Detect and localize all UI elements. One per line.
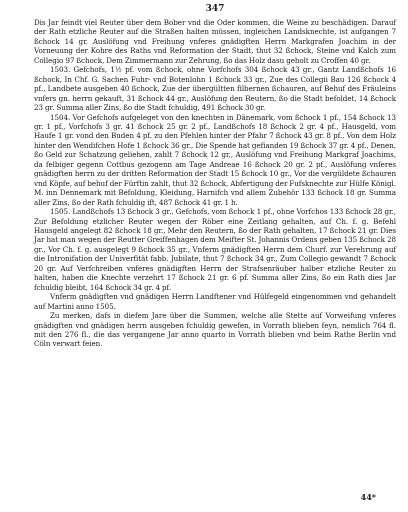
paragraph-1504: 1504. Vor Gefchofs aufgeleget von den knechten in Dänemark, vom ßchock 1 pf., 154 ßchock 13 gr. 1 pf., Vorfchofs 3 gr. 41 ßchock 25 gr. 2 pf., Landßchofs 18 ßchock 2 gr. 4 pf., Hausgeld, vom Haufe 1 gr. vond den Buden 4 pf. zu den Pfehlen hinter der Pfahr 7 ßchock 43 gr. 8 pf., Von dem Holz hinter den Wendifchen Hofe 1 ßchock 36 gr., Die Spende hat gefianden 19 ßchock 37 gr. 4 pf., Denen, ßo Geld zur Schatzung geliehen, zahlt 7 ßchock 12 gr., Auslöfung vnd Freihung Markgraf Joachims, da felbiger gegenn Cottbus gezogenn am Tage Andreae 16 ßchock 20 gr. 2 pf., Auslöfung vnferes gnädigften herrn zu der dritten Reformation der Stadt 15 ßchock 10 gr., Vor die vergüldete ßchauren vnd Köpfe, auf behuf der Fürftin zahlt, thut 32 ßchock, Abfertigung der Fufsknechte zur Hülfe Königl. M. inn Dennemark mit Befoldung, Kleidung, Harnifch vnd allem Zubehör 133 ßchock 18 gr. Summa aller Zins, ßo der Rath fchuldig ift, 487 ßchock 41 gr. 1 h. <box>34 112 397 207</box>
paragraph-landsteuer: Vnferm gnädigften vnd gnädigen Herrn Landftener vnd Hülfegeld eingenommen vnd gehandelt auf Martini anno 1505. <box>34 292 396 311</box>
paragraph-1505: 1505. Landßchofs 13 ßchock 3 gr., Gefchofs, vom ßchock 1 pf., ohne Vorfchos 133 ßchock 28 gr., Zur Befoldung etzlicher Reuter wegen der Röber eine Zeitlang gehalten, auf Ch. f. g. Befehl Hausgeld angelegt 82 ßchock 18 gr., Mehr den Reutern, ßo der Rath gehalten, 17 ßchock 21 gr. Dies Jar hat man wegen der Reutter Greiffenhagen dem Meifter St. Johannis Ordens geben 135 ßchock 28 gr., Vor Ch. f. g. ausgelegt 9 ßchock 35 gr., Vnferm gnädigften Herrn dem Churf. zur Verehrung auf die Intronifation der Univerfität fabb. Jubilate, thut 7 ßchock 34 gr., Zum Collegio gewandt 7 ßchock 20 gr. Auf Verfchreiben vnferes gnädigften Herrn der Strafsenräuber halber etzliche Reuter zu halten, haben die Knechte verzehrt 17 ßchock 21 gr. 6 pf. Summa aller Zins, ßo ein Rath dies Jar fchuldig bleibt, 164 ßchock 34 gr. 4 pf. <box>34 207 396 292</box>
paragraph-1503: 1503. Gefchofs, 1½ pf. vom ßchock, ohne Vorfchofs 304 ßchock 43 gr., Gantz Landßchofs 16 ßchock, In Chf. G. Sachen Fuhr- vnd Botenlohn 1 ßchock 33 gr., Zue des Collegii Bau 126 ßchock 4 pf., Landbete ausgeben 40 ßchock, Zue der übergültten filbernen ßchauren, auf Behuf des Fräuleins vnfers gn. herrn gekauft, 31 ßchock 44 gr., Auslöfung den Reutern, ßo die Stadt befoldet, 14 ßchock 23 gr. Summa aller Zins, ßo die Stadt fchuldig, 491 ßchock 30 gr. <box>34 65 396 113</box>
page-number: 347 <box>205 4 225 14</box>
paragraph-intro: Dis Jar feindt viel Reuter über dem Bober vnd die Oder kommen, die Weine zu beschädigen. Darauf der Rath etzliche Reuter auf die Straßen halten müssen, ingleichen Landsknechte, ist aufgangen 7 ßchock 14 gr. Auslöfung vnd Freihung vnferes gnädigften Herrn Markgrafen Joachim in der Vorneuung der Kohre des Raths vnd Reformation der Stadt, thut 32 ßchock, Steine vnd Kalch zum Collegio 97 ßchock, Dem Zimmermann zur Zehrung, ßo das Holz dasu geholt zu Croffen 40 gr. <box>34 18 396 65</box>
paragraph-vorrath: Zu merken, dafs in diefem Jare über die Summen, welche alle Stette auf Vorweifung vnferes gnädigften vnd gnädigen herrn ausgeben fchuldig gewefen, in Vorrath blieben feyn, nemlich 764 fl. mit den 276 fl., die das vergangene Jar anno quarto in Vorrath blieben vnd beim Rathe Berlin vnd Cöln verwart feien. <box>34 311 396 349</box>
page-body <box>34 18 396 349</box>
signature-mark: 44* <box>360 492 376 502</box>
